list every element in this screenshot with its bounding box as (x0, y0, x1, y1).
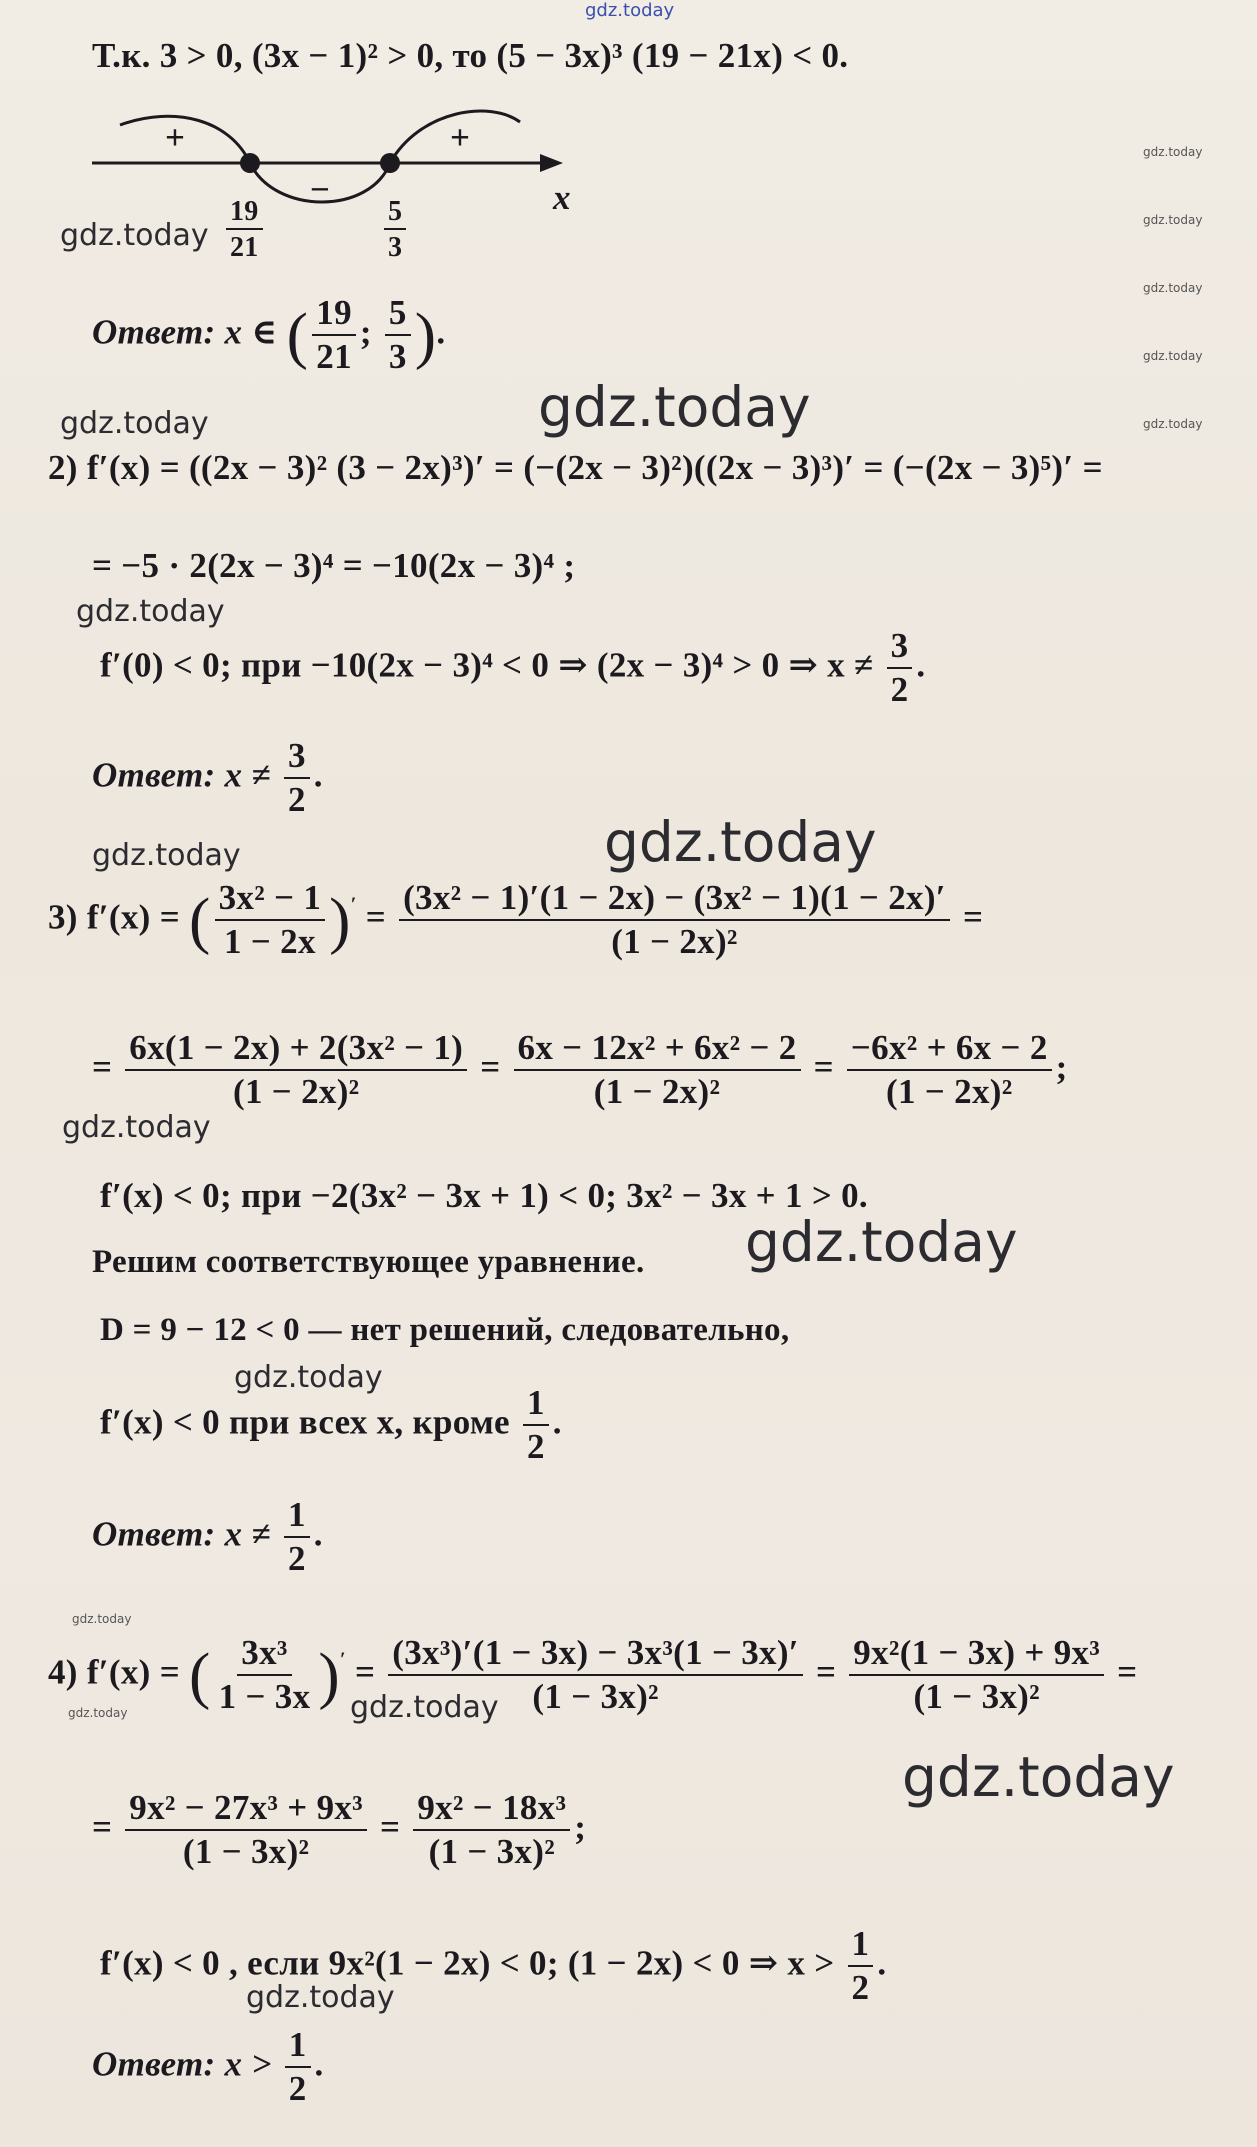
task4-ineq: f′(x) < 0 , если 9x²(1 − 2x) < 0; (1 − 2x) < 0 ⇒ x > $\frac{1}{2}$ . (100, 1924, 887, 2007)
watermark: gdz.today (92, 838, 241, 873)
task4-number: 4) (48, 1652, 78, 1692)
watermark: gdz.today (246, 1980, 395, 2015)
task4-line1: 4) f′(x) = ( $\frac{\text{3x³}}{1 - 3x}$ )′ = $\frac{\text{(3x³)′(1 − 3x) − 3x³(1 − 3x)′}}{\text{(1 − 3x)²}}$ = $\frac{\text{9x²(1 − 3x) + 9x³}}{\text{(1 − 3x)²}}$ = (48, 1633, 1138, 1716)
watermark: gdz.today (1143, 145, 1203, 159)
task3-solve: Решим соответствующее уравнение. (92, 1244, 645, 1280)
answer-text: x ∈ (224, 312, 278, 352)
task4-ineq-text: f′(x) < 0 , если 9x²(1 − 2x) < 0; (1 − 2x) < 0 ⇒ x > (100, 1943, 835, 1983)
task2-condition: f′(0) < 0; при −10(2x − 3)⁴ < 0 ⇒ (2x − 3)⁴ > 0 ⇒ x ≠ (100, 645, 874, 685)
watermark: gdz.today (68, 1706, 128, 1720)
watermark: gdz.today (60, 218, 209, 253)
task3-number: 3) (48, 897, 78, 937)
sign-plus-right: + (450, 118, 471, 157)
point-left (240, 153, 260, 173)
watermark: gdz.today (1143, 349, 1203, 363)
answer-label: Ответ: (92, 312, 216, 352)
task2-derivative: f′(x) = ((2x − 3)² (3 − 2x)³)′ = (−(2x − 3)²)((2x − 3)³)′ = (−(2x − 3)⁵)′ = (86, 448, 1103, 487)
answer-text: x ≠ (224, 1514, 271, 1554)
answer-text: x ≠ (224, 755, 271, 795)
watermark: gdz.today (62, 1110, 211, 1145)
answer-label: Ответ: (92, 2044, 216, 2084)
sign-plus-left: + (165, 118, 186, 157)
watermark: gdz.today (60, 406, 209, 441)
task3-all: f′(x) < 0 при всех x, кроме $\frac{1}{2}$ . (100, 1383, 562, 1466)
watermark: gdz.today (72, 1612, 132, 1626)
task4-line2: = $\frac{\text{9x² − 27x³ + 9x³}}{\text{(1 − 3x)²}}$ = $\frac{\text{9x² − 18x³}}{\text{(1 − 3x)²}}$ ; (92, 1788, 587, 1871)
watermark: gdz.today (538, 375, 811, 439)
point-right (380, 153, 400, 173)
watermark: gdz.today (1143, 417, 1203, 431)
answer-label: Ответ: (92, 755, 216, 795)
watermark: gdz.today (745, 1210, 1018, 1274)
task3-line1: 3) f′(x) = ( $\frac{\text{3x² − 1}}{1 - 2x}$ )′ = $\frac{\text{(3x² − 1)′(1 − 2x) − (3x² − 1)(1 − 2x)′}}{\text{(1 − 2x)²}}$ = (48, 878, 984, 961)
answer-label: Ответ: (92, 1514, 216, 1554)
watermark: gdz.today (1143, 213, 1203, 227)
task2-number: 2) (48, 448, 78, 487)
watermark: gdz.today (76, 594, 225, 629)
watermark: gdz.today (902, 1745, 1175, 1809)
task1-answer: Ответ: x ∈ ( $\frac{19}{21}$ ; $\frac{5}{3}$ ). (92, 293, 446, 376)
task4-lhs: f′(x) = (86, 1652, 180, 1692)
sign-minus: − (310, 170, 331, 209)
task2-line1 (48, 448, 1103, 488)
watermark: gdz.today (234, 1360, 383, 1395)
answer-text: x > (224, 2044, 272, 2084)
task3-line2: = $\frac{\text{6x(1 − 2x) + 2(3x² − 1)}}{\text{(1 − 2x)²}}$ = $\frac{\text{6x − 12x² + 6x² − 2}}{\text{(1 − 2x)²}}$ = $\frac{\text{−6x² + 6x − 2}}{\text{(1 − 2x)²}}$ ; (92, 1028, 1068, 1111)
task4-answer: Ответ: x > $\frac{1}{2}$ . (92, 2025, 324, 2108)
task3-ineq: f′(x) < 0; при −2(3x² − 3x + 1) < 0; 3x² − 3x + 1 > 0. (100, 1176, 868, 1215)
header-watermark: gdz.today (585, 0, 675, 21)
watermark: gdz.today (604, 810, 877, 874)
axis-variable: x (553, 178, 571, 217)
axis-label-right: $\frac{5}{3}$ (380, 197, 410, 263)
condition-prefix: Т.к. (92, 36, 151, 75)
task2-line2: = −5 · 2(2x − 3)⁴ = −10(2x − 3)⁴ ; (92, 546, 576, 585)
axis-label-left: $\frac{19}{21}$ (222, 197, 267, 263)
task2-answer: Ответ: x ≠ $\frac{3}{2}$ . (92, 736, 323, 819)
task3-discriminant: D = 9 − 12 < 0 — нет решений, следовательно, (100, 1312, 790, 1348)
task2-line3: f′(0) < 0; при −10(2x − 3)⁴ < 0 ⇒ (2x − 3)⁴ > 0 ⇒ x ≠ $\frac{3}{2}$ . (100, 626, 926, 709)
task3-answer: Ответ: x ≠ $\frac{1}{2}$ . (92, 1495, 323, 1578)
watermark: gdz.today (1143, 281, 1203, 295)
condition-text: 3 > 0, (3x − 1)² > 0, то (5 − 3x)³ (19 − 21x) < 0. (159, 36, 849, 75)
watermark: gdz.today (350, 1690, 499, 1725)
task3-lhs: f′(x) = (86, 897, 180, 937)
task3-all-text: f′(x) < 0 при всех x, кроме (100, 1402, 510, 1442)
